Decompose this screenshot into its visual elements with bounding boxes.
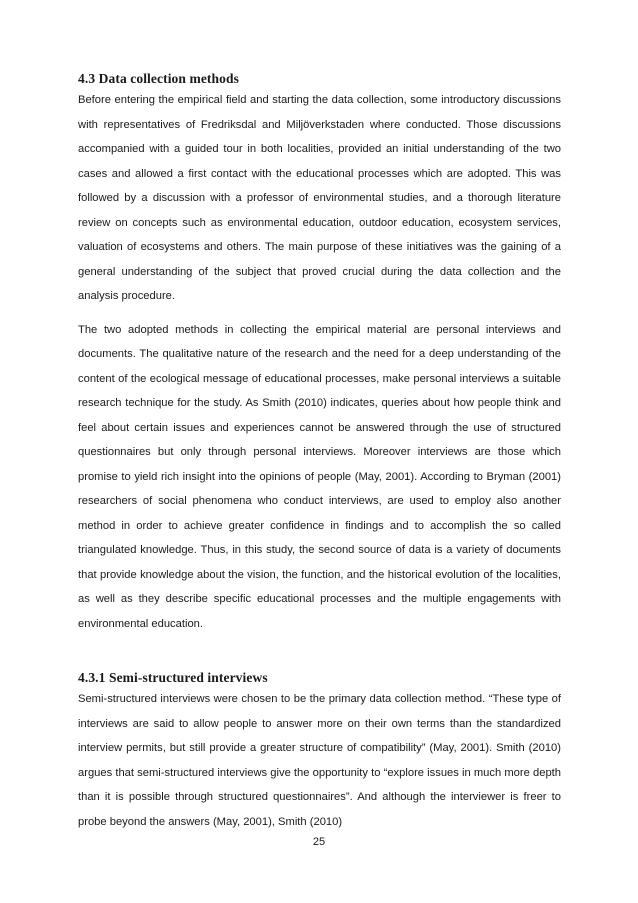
paragraph-semi-structured-interviews: Semi-structured interviews were chosen to be the primary data collection method. “These type of interviews are said to allow people to answer more on their own terms than the standardized interview permits, but still provide a greater structure of compatibility” (May, 2001). Smith (2010) argues that semi-structured interviews give the opportunity to “explore issues in much more depth than it is possible through structured questionnaires”. And although the interviewer is freer to probe beyond the answers (May, 2001), Smith (2010) — [78, 693, 561, 828]
paragraph-introductory-discussions: Before entering the empirical field and starting the data collection, some introductory discussions with representatives of Fredriksdal and Miljöverkstaden where conducted. Those discussions accompanied with a guided tour in both localities, provided an initial understanding of the two cases and allowed a first contact with the educational processes which are adopted. This was followed by a discussion with a professor of environmental studies, and a thorough literature review on concepts such as environmental education, outdoor education, ecosystem services, valuation of ecosystems and others. The main purpose of these initiatives was the gaining of a general understanding of the subject that proved crucial during the data collection and the analysis procedure. — [78, 94, 561, 302]
page-number: 25 — [312, 836, 326, 848]
section-spacer — [78, 636, 561, 669]
section-heading-semi-structured-interviews: 4.3.1 Semi-structured interviews — [78, 670, 268, 685]
document-page — [78, 70, 561, 834]
paragraph-adopted-methods: The two adopted methods in collecting the empirical material are personal interviews and documents. The qualitative nature of the research and the need for a deep understanding of the content of the ecological message of educational processes, make personal interviews a suitable research technique for the study. As Smith (2010) indicates, queries about how people think and feel about certain issues and experiences cannot be answered through the use of structured questionnaires but only through personal interviews. Moreover interviews are those which promise to yield rich insight into the opinions of people (May, 2001). According to Bryman (2001) researchers of social phenomena who conduct interviews, are used to employ also another method in order to achieve greater confidence in findings and to accomplish the so called triangulated knowledge. Thus, in this study, the second source of data is a variety of documents that provide knowledge about the vision, the function, and the historical evolution of the localities, as well as they describe specific educational processes and the multiple engagements with environmental education. — [78, 323, 561, 630]
section-heading-data-collection-methods: 4.3 Data collection methods — [78, 71, 239, 86]
paragraph-spacer — [78, 309, 561, 318]
